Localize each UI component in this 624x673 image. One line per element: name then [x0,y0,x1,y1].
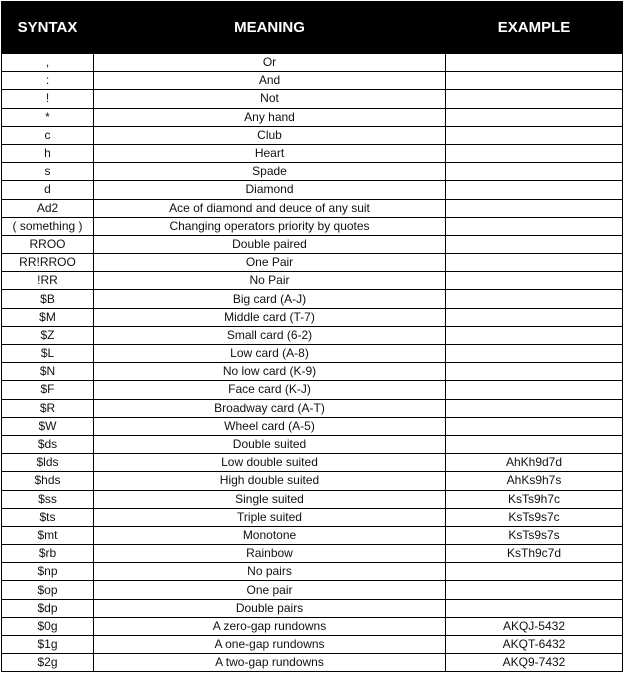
cell-example [446,581,623,599]
cell-meaning: Double pairs [94,599,446,617]
cell-syntax: $mt [2,526,94,544]
header-syntax: SYNTAX [2,2,94,54]
cell-meaning: Low double suited [94,454,446,472]
table-row [2,54,623,72]
cell-syntax: h [2,144,94,162]
cell-syntax: , [2,54,94,72]
cell-syntax: $lds [2,454,94,472]
table-row [2,654,623,672]
cell-meaning: And [94,72,446,90]
table-row [2,163,623,181]
table-row [2,417,623,435]
table-row [2,308,623,326]
cell-example [446,254,623,272]
cell-example [446,563,623,581]
cell-example [446,126,623,144]
cell-meaning: No low card (K-9) [94,363,446,381]
table-header [2,2,623,54]
cell-example [446,381,623,399]
cell-syntax: RROO [2,235,94,253]
table-row [2,508,623,526]
table-row [2,381,623,399]
table-row [2,363,623,381]
table-row [2,326,623,344]
table-row [2,272,623,290]
cell-syntax: Ad2 [2,199,94,217]
cell-meaning: Single suited [94,490,446,508]
table-row [2,108,623,126]
cell-example: AKQT-6432 [446,636,623,654]
cell-syntax: $W [2,417,94,435]
cell-example [446,54,623,72]
cell-example [446,435,623,453]
cell-example [446,90,623,108]
cell-syntax: $0g [2,617,94,635]
cell-example: AKQJ-5432 [446,617,623,635]
cell-example [446,163,623,181]
cell-syntax: $ds [2,435,94,453]
cell-syntax: $N [2,363,94,381]
cell-meaning: Ace of diamond and deuce of any suit [94,199,446,217]
cell-example [446,181,623,199]
syntax-table [1,1,623,672]
cell-example [446,217,623,235]
table-row [2,90,623,108]
table-body [2,54,623,672]
cell-meaning: A two-gap rundowns [94,654,446,672]
cell-syntax: $M [2,308,94,326]
cell-syntax: * [2,108,94,126]
cell-syntax: $1g [2,636,94,654]
cell-example [446,326,623,344]
cell-syntax: $F [2,381,94,399]
cell-example [446,199,623,217]
cell-meaning: One pair [94,581,446,599]
cell-syntax: $2g [2,654,94,672]
cell-example: KsTs9s7c [446,508,623,526]
table-row [2,126,623,144]
cell-example [446,290,623,308]
cell-meaning: Triple suited [94,508,446,526]
cell-meaning: Double suited [94,435,446,453]
cell-syntax: $op [2,581,94,599]
table-row [2,290,623,308]
cell-syntax: $hds [2,472,94,490]
cell-meaning: No pairs [94,563,446,581]
cell-meaning: Diamond [94,181,446,199]
cell-meaning: Broadway card (A-T) [94,399,446,417]
cell-meaning: Low card (A-8) [94,345,446,363]
cell-example: AhKs9h7s [446,472,623,490]
table-row [2,345,623,363]
cell-meaning: Any hand [94,108,446,126]
cell-meaning: Wheel card (A-5) [94,417,446,435]
cell-example [446,272,623,290]
table-row [2,636,623,654]
cell-example: KsTs9s7s [446,526,623,544]
cell-example [446,399,623,417]
cell-meaning: No Pair [94,272,446,290]
cell-example: AhKh9d7d [446,454,623,472]
cell-syntax: ( something ) [2,217,94,235]
cell-syntax: $Z [2,326,94,344]
cell-example [446,72,623,90]
cell-syntax: d [2,181,94,199]
table-row [2,217,623,235]
cell-syntax: ! [2,90,94,108]
cell-meaning: Monotone [94,526,446,544]
cell-syntax: : [2,72,94,90]
cell-example [446,363,623,381]
table-row [2,254,623,272]
cell-example: KsTs9h7c [446,490,623,508]
cell-syntax: c [2,126,94,144]
cell-example: AKQ9-7432 [446,654,623,672]
table-row [2,181,623,199]
cell-example [446,308,623,326]
cell-meaning: Rainbow [94,545,446,563]
cell-meaning: Club [94,126,446,144]
cell-meaning: Big card (A-J) [94,290,446,308]
header-example: EXAMPLE [446,2,623,54]
cell-syntax: s [2,163,94,181]
cell-meaning: A zero-gap rundowns [94,617,446,635]
cell-meaning: Double paired [94,235,446,253]
table-row [2,526,623,544]
cell-meaning: One Pair [94,254,446,272]
cell-syntax: $dp [2,599,94,617]
cell-example [446,108,623,126]
cell-syntax: $rb [2,545,94,563]
cell-example [446,345,623,363]
cell-example [446,144,623,162]
cell-syntax: $ts [2,508,94,526]
cell-example [446,235,623,253]
table-row [2,545,623,563]
table-row [2,617,623,635]
cell-meaning: Not [94,90,446,108]
cell-syntax: $np [2,563,94,581]
table-row [2,581,623,599]
cell-syntax: RR!RROO [2,254,94,272]
table-row [2,472,623,490]
table-row [2,144,623,162]
table-row [2,235,623,253]
cell-syntax: $R [2,399,94,417]
cell-example: KsTh9c7d [446,545,623,563]
table-row [2,490,623,508]
table-row [2,563,623,581]
table-row [2,599,623,617]
cell-syntax: $L [2,345,94,363]
cell-meaning: Or [94,54,446,72]
cell-meaning: A one-gap rundowns [94,636,446,654]
cell-example [446,417,623,435]
cell-example [446,599,623,617]
table-row [2,199,623,217]
cell-meaning: Changing operators priority by quotes [94,217,446,235]
header-row [2,2,623,54]
cell-syntax: $ss [2,490,94,508]
cell-syntax: $B [2,290,94,308]
table-row [2,435,623,453]
table-row [2,454,623,472]
table-row [2,399,623,417]
cell-syntax: !RR [2,272,94,290]
header-meaning: MEANING [94,2,446,54]
cell-meaning: Middle card (T-7) [94,308,446,326]
cell-meaning: Small card (6-2) [94,326,446,344]
cell-meaning: Heart [94,144,446,162]
cell-meaning: Face card (K-J) [94,381,446,399]
cell-meaning: Spade [94,163,446,181]
cell-meaning: High double suited [94,472,446,490]
table-row [2,72,623,90]
